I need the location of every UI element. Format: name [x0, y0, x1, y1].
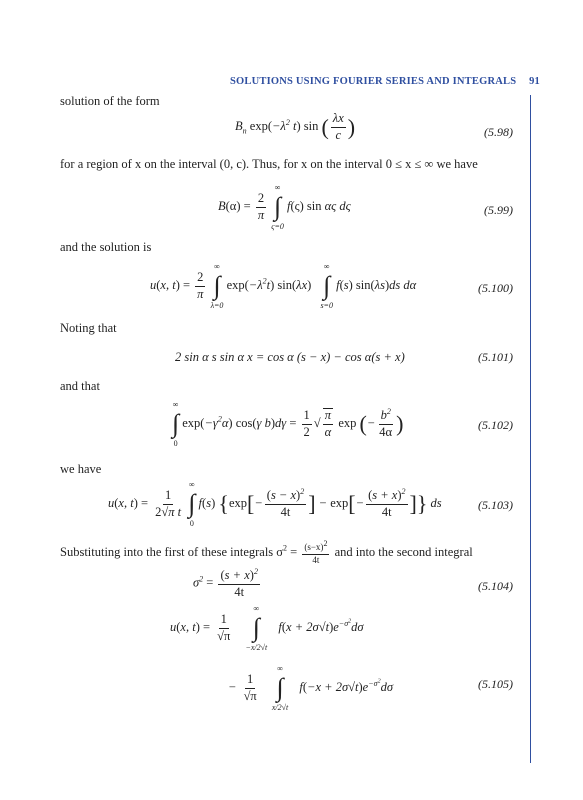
equation-label-5-98: (5.98) [484, 125, 513, 139]
equation-5-104: $\sigma^2$ = $\frac{(s + x)^2}{4t}$ [193, 567, 258, 599]
equation-label-5-101: (5.101) [478, 350, 513, 364]
equation-label-5-102: (5.102) [478, 418, 513, 432]
equation-label-5-99: (5.99) [484, 203, 513, 217]
equation-5-101: 2 sin α s sin α x = cos α (s − x) − cos α(s + x) [175, 350, 405, 364]
paragraph-1: solution of the form [60, 94, 160, 108]
equation-label-5-104: (5.104) [478, 579, 513, 593]
equation-label-5-103: (5.103) [478, 498, 513, 512]
paragraph-7-part-b: and into the second integral [334, 544, 473, 559]
paragraph-3: and the solution is [60, 240, 152, 254]
margin-rule [530, 95, 531, 763]
header-title: SOLUTIONS USING FOURIER SERIES AND INTEGRALS [230, 76, 517, 87]
equation-5-103: u(x, t) = $\frac{1}{\text{2√π t}}$ ∞ ∫ 0 f(s) {exp[− $\frac{(s - x)^2}{4t}$ ] − exp[− $\frac{(s + x)^2}{4t}$ ]} ds [108, 480, 442, 528]
paragraph-5: and that [60, 379, 100, 393]
equation-5-98: $B_n$ $\exp(-\lambda^2$ t) sin ( $\frac{\lambda x}{c}$ ) [235, 111, 356, 142]
paragraph-4: Noting that [60, 321, 117, 335]
equation-5-105: − $\frac{1}{√\pi}$ ∞ ∫ x/2√t $f(-x + 2\sigma√t)e^{-\sigma^2}d\sigma$ [228, 664, 393, 712]
equation-label-5-105: (5.105) [478, 677, 513, 691]
paragraph-2: for a region of x on the interval (0, c). Thus, for x on the interval 0 ≤ x ≤ ∞ we have [60, 157, 478, 171]
equation-label-5-100: (5.100) [478, 281, 513, 295]
equation-5-99: B(α) = $\frac{2}{\pi}$ ∞ ∫ ς=0 f(ς) sin ας dς [218, 183, 351, 231]
equation-5-104-line-2: u(x, t) = $\frac{1}{√\pi}$ ∞ ∫ −x/2√t $f(x + 2\sigma√t)e^{-\sigma^2}d\sigma$ [170, 604, 364, 652]
equation-5-100: u(x, t) = $\frac{2}{\pi}$ ∞ ∫ λ=0 $\exp(-\lambda^2t)$ sin(λx) ∞ ∫ s=0 f(s) sin(λs)ds dα [150, 262, 417, 310]
paragraph-6: we have [60, 462, 102, 476]
equation-5-102: ∞ ∫ 0 $\exp(-\gamma^2\alpha)$ cos(γ b)dγ = $\frac{1}{2}$ √ $\frac{\pi}{\alpha}$ exp (− $\frac{b^2}{4\alpha}$ ) [172, 400, 404, 448]
paragraph-7: Substituting into the first of these integrals $\sigma^2$ = $\frac{(s-x)^2}{4t}$ and into the second integral [60, 539, 473, 565]
running-header [230, 76, 540, 87]
page-number: 91 [529, 76, 540, 87]
paragraph-7-part-a: Substituting into the first of these integrals σ [60, 544, 284, 559]
